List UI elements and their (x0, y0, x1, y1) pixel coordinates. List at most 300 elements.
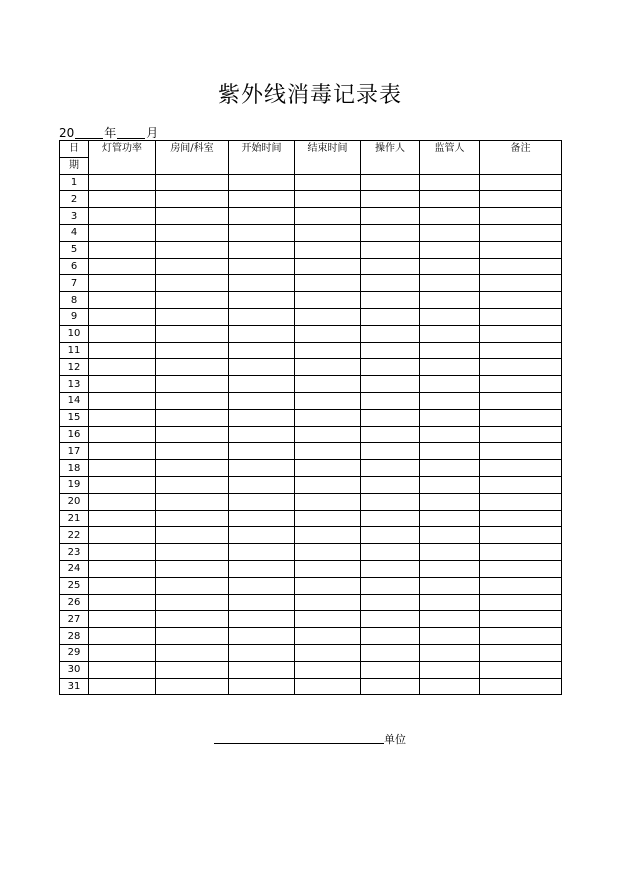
entry-cell[interactable] (229, 678, 295, 695)
entry-cell[interactable] (480, 560, 562, 577)
entry-cell[interactable] (229, 325, 295, 342)
entry-cell[interactable] (295, 678, 361, 695)
entry-cell[interactable] (420, 644, 480, 661)
table-row (60, 544, 562, 561)
day-number: 16 (60, 426, 89, 443)
entry-cell[interactable] (156, 258, 229, 275)
entry-cell[interactable] (229, 644, 295, 661)
entry-cell[interactable] (89, 392, 156, 409)
entry-cell[interactable] (295, 443, 361, 460)
entry-cell[interactable] (420, 325, 480, 342)
col-header-room: 房间/科室 (156, 141, 229, 175)
entry-cell[interactable] (156, 527, 229, 544)
entry-cell[interactable] (480, 191, 562, 208)
entry-cell[interactable] (89, 258, 156, 275)
day-number: 6 (60, 258, 89, 275)
entry-cell[interactable] (156, 308, 229, 325)
entry-cell[interactable] (420, 426, 480, 443)
entry-cell[interactable] (420, 308, 480, 325)
entry-cell[interactable] (156, 409, 229, 426)
day-number: 9 (60, 308, 89, 325)
table-row (60, 342, 562, 359)
entry-cell[interactable] (229, 611, 295, 628)
entry-cell[interactable] (361, 443, 420, 460)
entry-cell[interactable] (361, 275, 420, 292)
entry-cell[interactable] (156, 342, 229, 359)
entry-cell[interactable] (156, 476, 229, 493)
table-row (60, 275, 562, 292)
entry-cell[interactable] (480, 308, 562, 325)
entry-cell[interactable] (156, 376, 229, 393)
month-label: 月 (146, 126, 159, 140)
entry-cell[interactable] (89, 342, 156, 359)
entry-cell[interactable] (361, 325, 420, 342)
table-row (60, 308, 562, 325)
entry-cell[interactable] (156, 510, 229, 527)
day-number: 4 (60, 224, 89, 241)
day-number: 31 (60, 678, 89, 695)
entry-cell[interactable] (420, 527, 480, 544)
entry-cell[interactable] (89, 678, 156, 695)
entry-cell[interactable] (229, 308, 295, 325)
entry-cell[interactable] (420, 191, 480, 208)
entry-cell[interactable] (420, 443, 480, 460)
day-number: 19 (60, 476, 89, 493)
table-row (60, 661, 562, 678)
entry-cell[interactable] (89, 493, 156, 510)
entry-cell[interactable] (156, 191, 229, 208)
entry-cell[interactable] (89, 241, 156, 258)
day-number: 26 (60, 594, 89, 611)
entry-cell[interactable] (89, 577, 156, 594)
entry-cell[interactable] (229, 224, 295, 241)
day-number: 18 (60, 460, 89, 477)
entry-cell[interactable] (420, 611, 480, 628)
month-blank[interactable] (117, 126, 145, 139)
table-row (60, 460, 562, 477)
entry-cell[interactable] (295, 426, 361, 443)
entry-cell[interactable] (420, 359, 480, 376)
entry-cell[interactable] (361, 241, 420, 258)
entry-cell[interactable] (361, 342, 420, 359)
entry-cell[interactable] (295, 510, 361, 527)
day-number: 1 (60, 174, 89, 191)
entry-cell[interactable] (361, 174, 420, 191)
entry-cell[interactable] (295, 224, 361, 241)
entry-cell[interactable] (480, 527, 562, 544)
entry-cell[interactable] (361, 208, 420, 225)
day-number: 23 (60, 544, 89, 561)
entry-cell[interactable] (229, 392, 295, 409)
entry-cell[interactable] (295, 258, 361, 275)
col-header-supervisor: 监管人 (420, 141, 480, 175)
entry-cell[interactable] (480, 544, 562, 561)
entry-cell[interactable] (420, 560, 480, 577)
entry-cell[interactable] (295, 644, 361, 661)
entry-cell[interactable] (420, 577, 480, 594)
day-number: 17 (60, 443, 89, 460)
entry-cell[interactable] (480, 661, 562, 678)
entry-cell[interactable] (156, 392, 229, 409)
entry-cell[interactable] (156, 325, 229, 342)
entry-cell[interactable] (361, 308, 420, 325)
entry-cell[interactable] (156, 661, 229, 678)
day-number: 3 (60, 208, 89, 225)
day-number: 10 (60, 325, 89, 342)
entry-cell[interactable] (156, 174, 229, 191)
header-row (60, 141, 562, 158)
table-row (60, 611, 562, 628)
entry-cell[interactable] (156, 241, 229, 258)
entry-cell[interactable] (361, 224, 420, 241)
entry-cell[interactable] (361, 392, 420, 409)
day-number: 8 (60, 292, 89, 309)
entry-cell[interactable] (480, 611, 562, 628)
entry-cell[interactable] (156, 224, 229, 241)
unit-blank[interactable] (214, 732, 384, 744)
entry-cell[interactable] (229, 476, 295, 493)
entry-cell[interactable] (295, 275, 361, 292)
entry-cell[interactable] (229, 527, 295, 544)
entry-cell[interactable] (156, 292, 229, 309)
entry-cell[interactable] (480, 376, 562, 393)
entry-cell[interactable] (295, 493, 361, 510)
day-number: 22 (60, 527, 89, 544)
entry-cell[interactable] (480, 292, 562, 309)
table-row (60, 577, 562, 594)
entry-cell[interactable] (295, 661, 361, 678)
entry-cell[interactable] (156, 493, 229, 510)
entry-cell[interactable] (480, 392, 562, 409)
entry-cell[interactable] (420, 275, 480, 292)
day-number: 21 (60, 510, 89, 527)
entry-cell[interactable] (480, 275, 562, 292)
entry-cell[interactable] (156, 443, 229, 460)
entry-cell[interactable] (420, 460, 480, 477)
entry-cell[interactable] (89, 359, 156, 376)
entry-cell[interactable] (89, 644, 156, 661)
table-row (60, 258, 562, 275)
entry-cell[interactable] (156, 208, 229, 225)
entry-cell[interactable] (229, 443, 295, 460)
day-number: 15 (60, 409, 89, 426)
date-header-bottom: 期 (60, 157, 89, 174)
entry-cell[interactable] (361, 476, 420, 493)
entry-cell[interactable] (295, 594, 361, 611)
entry-cell[interactable] (361, 594, 420, 611)
table-row (60, 409, 562, 426)
entry-cell[interactable] (420, 292, 480, 309)
entry-cell[interactable] (156, 359, 229, 376)
entry-cell[interactable] (89, 426, 156, 443)
table-row (60, 678, 562, 695)
table-row (60, 292, 562, 309)
entry-cell[interactable] (229, 342, 295, 359)
entry-cell[interactable] (229, 510, 295, 527)
entry-cell[interactable] (480, 493, 562, 510)
entry-cell[interactable] (156, 275, 229, 292)
entry-cell[interactable] (89, 174, 156, 191)
entry-cell[interactable] (480, 241, 562, 258)
entry-cell[interactable] (420, 510, 480, 527)
entry-cell[interactable] (295, 308, 361, 325)
table-row (60, 191, 562, 208)
entry-cell[interactable] (480, 325, 562, 342)
table-row (60, 493, 562, 510)
entry-cell[interactable] (295, 392, 361, 409)
unit-label: 单位 (384, 733, 406, 746)
entry-cell[interactable] (420, 678, 480, 695)
entry-cell[interactable] (480, 426, 562, 443)
entry-cell[interactable] (156, 678, 229, 695)
table-row (60, 325, 562, 342)
entry-cell[interactable] (229, 661, 295, 678)
entry-cell[interactable] (229, 409, 295, 426)
table-row (60, 174, 562, 191)
col-header-start-time: 开始时间 (229, 141, 295, 175)
entry-cell[interactable] (89, 560, 156, 577)
entry-cell[interactable] (156, 577, 229, 594)
entry-cell[interactable] (480, 678, 562, 695)
entry-cell[interactable] (156, 544, 229, 561)
entry-cell[interactable] (295, 191, 361, 208)
table-row (60, 644, 562, 661)
entry-cell[interactable] (480, 342, 562, 359)
entry-cell[interactable] (156, 611, 229, 628)
entry-cell[interactable] (89, 292, 156, 309)
entry-cell[interactable] (420, 208, 480, 225)
date-header-top: 日 (60, 141, 89, 158)
table-row (60, 594, 562, 611)
entry-cell[interactable] (89, 476, 156, 493)
entry-cell[interactable] (295, 376, 361, 393)
entry-cell[interactable] (89, 325, 156, 342)
entry-cell[interactable] (361, 191, 420, 208)
entry-cell[interactable] (89, 611, 156, 628)
entry-cell[interactable] (229, 544, 295, 561)
entry-cell[interactable] (156, 644, 229, 661)
entry-cell[interactable] (156, 426, 229, 443)
entry-cell[interactable] (229, 460, 295, 477)
entry-cell[interactable] (229, 560, 295, 577)
entry-cell[interactable] (156, 594, 229, 611)
entry-cell[interactable] (89, 661, 156, 678)
table-row (60, 476, 562, 493)
entry-cell[interactable] (361, 359, 420, 376)
year-label: 年 (104, 126, 117, 140)
entry-cell[interactable] (361, 409, 420, 426)
col-header-lamp-power: 灯管功率 (89, 141, 156, 175)
entry-cell[interactable] (361, 560, 420, 577)
entry-cell[interactable] (480, 594, 562, 611)
entry-cell[interactable] (295, 544, 361, 561)
entry-cell[interactable] (361, 644, 420, 661)
entry-cell[interactable] (89, 460, 156, 477)
entry-cell[interactable] (480, 628, 562, 645)
entry-cell[interactable] (420, 224, 480, 241)
entry-cell[interactable] (480, 258, 562, 275)
entry-cell[interactable] (361, 258, 420, 275)
day-number: 11 (60, 342, 89, 359)
entry-cell[interactable] (295, 611, 361, 628)
entry-cell[interactable] (361, 611, 420, 628)
entry-cell[interactable] (420, 258, 480, 275)
entry-cell[interactable] (361, 527, 420, 544)
table-row (60, 510, 562, 527)
day-number: 29 (60, 644, 89, 661)
entry-cell[interactable] (89, 510, 156, 527)
entry-cell[interactable] (229, 258, 295, 275)
entry-cell[interactable] (229, 577, 295, 594)
year-prefix: 20 (59, 126, 75, 140)
year-blank[interactable] (75, 126, 103, 139)
day-number: 5 (60, 241, 89, 258)
entry-cell[interactable] (361, 661, 420, 678)
table-row (60, 560, 562, 577)
entry-cell[interactable] (420, 476, 480, 493)
entry-cell[interactable] (295, 208, 361, 225)
entry-cell[interactable] (295, 359, 361, 376)
table-row (60, 376, 562, 393)
entry-cell[interactable] (295, 174, 361, 191)
day-number: 20 (60, 493, 89, 510)
entry-cell[interactable] (420, 409, 480, 426)
entry-cell[interactable] (89, 208, 156, 225)
entry-cell[interactable] (361, 376, 420, 393)
entry-cell[interactable] (89, 224, 156, 241)
entry-cell[interactable] (480, 359, 562, 376)
table-row (60, 241, 562, 258)
entry-cell[interactable] (361, 493, 420, 510)
entry-cell[interactable] (420, 493, 480, 510)
unit-signature-line (214, 731, 406, 747)
col-header-operator: 操作人 (361, 141, 420, 175)
entry-cell[interactable] (89, 544, 156, 561)
entry-cell[interactable] (420, 594, 480, 611)
entry-cell[interactable] (361, 426, 420, 443)
day-number: 12 (60, 359, 89, 376)
entry-cell[interactable] (89, 308, 156, 325)
entry-cell[interactable] (420, 544, 480, 561)
entry-cell[interactable] (420, 342, 480, 359)
entry-cell[interactable] (420, 392, 480, 409)
entry-cell[interactable] (295, 460, 361, 477)
entry-cell[interactable] (89, 191, 156, 208)
entry-cell[interactable] (89, 628, 156, 645)
entry-cell[interactable] (229, 191, 295, 208)
table-row (60, 628, 562, 645)
entry-cell[interactable] (480, 644, 562, 661)
form-title: 紫外线消毒记录表 (217, 83, 402, 108)
entry-cell[interactable] (361, 577, 420, 594)
entry-cell[interactable] (420, 376, 480, 393)
entry-cell[interactable] (420, 661, 480, 678)
entry-cell[interactable] (361, 460, 420, 477)
entry-cell[interactable] (295, 628, 361, 645)
day-number: 13 (60, 376, 89, 393)
entry-cell[interactable] (480, 577, 562, 594)
entry-cell[interactable] (295, 560, 361, 577)
entry-cell[interactable] (229, 174, 295, 191)
day-number: 27 (60, 611, 89, 628)
entry-cell[interactable] (89, 527, 156, 544)
entry-cell[interactable] (229, 594, 295, 611)
day-number: 2 (60, 191, 89, 208)
entry-cell[interactable] (295, 409, 361, 426)
entry-cell[interactable] (420, 628, 480, 645)
entry-cell[interactable] (361, 544, 420, 561)
entry-cell[interactable] (229, 275, 295, 292)
day-number: 30 (60, 661, 89, 678)
day-number: 25 (60, 577, 89, 594)
entry-cell[interactable] (295, 342, 361, 359)
entry-cell[interactable] (295, 292, 361, 309)
entry-cell[interactable] (480, 208, 562, 225)
table-row (60, 224, 562, 241)
col-header-remarks: 备注 (480, 141, 562, 175)
entry-cell[interactable] (156, 460, 229, 477)
day-number: 24 (60, 560, 89, 577)
entry-cell[interactable] (229, 493, 295, 510)
entry-cell[interactable] (156, 560, 229, 577)
col-header-end-time: 结束时间 (295, 141, 361, 175)
entry-cell[interactable] (89, 443, 156, 460)
disinfection-record-table (59, 140, 562, 695)
entry-cell[interactable] (229, 292, 295, 309)
day-number: 14 (60, 392, 89, 409)
entry-cell[interactable] (480, 174, 562, 191)
table-row (60, 426, 562, 443)
table-row (60, 392, 562, 409)
entry-cell[interactable] (89, 275, 156, 292)
table-row (60, 527, 562, 544)
entry-cell[interactable] (480, 476, 562, 493)
entry-cell[interactable] (156, 628, 229, 645)
entry-cell[interactable] (480, 409, 562, 426)
entry-cell[interactable] (361, 292, 420, 309)
entry-cell[interactable] (361, 510, 420, 527)
entry-cell[interactable] (89, 594, 156, 611)
entry-cell[interactable] (295, 325, 361, 342)
entry-cell[interactable] (480, 443, 562, 460)
entry-cell[interactable] (361, 678, 420, 695)
entry-cell[interactable] (420, 174, 480, 191)
day-number: 7 (60, 275, 89, 292)
entry-cell[interactable] (420, 241, 480, 258)
entry-cell[interactable] (229, 628, 295, 645)
entry-cell[interactable] (229, 359, 295, 376)
table-row (60, 208, 562, 225)
entry-cell[interactable] (361, 628, 420, 645)
day-number: 28 (60, 628, 89, 645)
entry-cell[interactable] (229, 241, 295, 258)
entry-cell[interactable] (295, 527, 361, 544)
entry-cell[interactable] (295, 476, 361, 493)
entry-cell[interactable] (229, 376, 295, 393)
entry-cell[interactable] (480, 510, 562, 527)
year-month-line (59, 124, 158, 141)
entry-cell[interactable] (89, 409, 156, 426)
entry-cell[interactable] (89, 376, 156, 393)
entry-cell[interactable] (229, 426, 295, 443)
entry-cell[interactable] (295, 241, 361, 258)
entry-cell[interactable] (229, 208, 295, 225)
entry-cell[interactable] (295, 577, 361, 594)
entry-cell[interactable] (480, 460, 562, 477)
table-row (60, 443, 562, 460)
entry-cell[interactable] (480, 224, 562, 241)
table-row (60, 359, 562, 376)
